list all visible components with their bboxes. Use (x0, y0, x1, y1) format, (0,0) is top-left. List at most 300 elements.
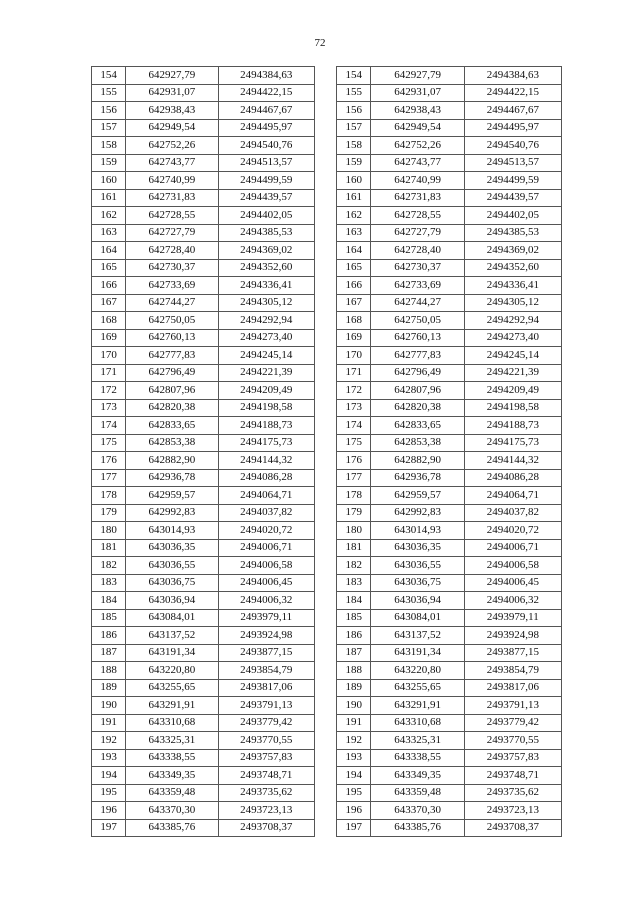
point-number-cell: 178 (337, 487, 371, 505)
y-coordinate-cell: 2494385,53 (218, 224, 314, 242)
x-coordinate-cell: 642938,43 (126, 102, 218, 120)
table-row (337, 592, 562, 610)
table-row (92, 382, 315, 400)
point-number-cell: 182 (92, 557, 126, 575)
y-coordinate-cell: 2494422,15 (464, 84, 561, 102)
x-coordinate-cell: 642731,83 (371, 189, 464, 207)
x-coordinate-cell: 643084,01 (371, 609, 464, 627)
point-number-cell: 162 (337, 207, 371, 225)
y-coordinate-cell: 2493877,15 (464, 644, 561, 662)
x-coordinate-cell: 642728,55 (371, 207, 464, 225)
y-coordinate-cell: 2494273,40 (218, 329, 314, 347)
point-number-cell: 197 (92, 819, 126, 837)
point-number-cell: 160 (337, 172, 371, 190)
table-row (337, 364, 562, 382)
table-row (337, 382, 562, 400)
x-coordinate-cell: 642796,49 (126, 364, 218, 382)
x-coordinate-cell: 643310,68 (371, 714, 464, 732)
x-coordinate-cell: 642760,13 (371, 329, 464, 347)
table-row (92, 627, 315, 645)
x-coordinate-cell: 642927,79 (126, 67, 218, 85)
y-coordinate-cell: 2494006,32 (464, 592, 561, 610)
table-row (337, 207, 562, 225)
x-coordinate-cell: 642936,78 (371, 469, 464, 487)
point-number-cell: 183 (337, 574, 371, 592)
y-coordinate-cell: 2494384,63 (218, 67, 314, 85)
point-number-cell: 192 (92, 732, 126, 750)
table-row (92, 767, 315, 785)
point-number-cell: 169 (92, 329, 126, 347)
y-coordinate-cell: 2494495,97 (218, 119, 314, 137)
x-coordinate-cell: 642752,26 (371, 137, 464, 155)
table-row (92, 347, 315, 365)
table-row (92, 749, 315, 767)
y-coordinate-cell: 2494064,71 (218, 487, 314, 505)
table-row (92, 784, 315, 802)
y-coordinate-cell: 2493854,79 (218, 662, 314, 680)
y-coordinate-cell: 2494221,39 (464, 364, 561, 382)
table-row (337, 294, 562, 312)
table-row (92, 312, 315, 330)
table-row (337, 119, 562, 137)
point-number-cell: 191 (337, 714, 371, 732)
x-coordinate-cell: 643036,35 (126, 539, 218, 557)
point-number-cell: 193 (337, 749, 371, 767)
point-number-cell: 189 (92, 679, 126, 697)
table-row (337, 644, 562, 662)
x-coordinate-cell: 643014,93 (371, 522, 464, 540)
x-coordinate-cell: 642727,79 (126, 224, 218, 242)
table-row (337, 277, 562, 295)
y-coordinate-cell: 2494086,28 (464, 469, 561, 487)
y-coordinate-cell: 2494198,58 (464, 399, 561, 417)
x-coordinate-cell: 642750,05 (371, 312, 464, 330)
point-number-cell: 156 (337, 102, 371, 120)
y-coordinate-cell: 2494336,41 (464, 277, 561, 295)
table-row (337, 469, 562, 487)
point-number-cell: 175 (92, 434, 126, 452)
x-coordinate-cell: 643137,52 (126, 627, 218, 645)
table-row (92, 714, 315, 732)
y-coordinate-cell: 2493748,71 (218, 767, 314, 785)
x-coordinate-cell: 642853,38 (126, 434, 218, 452)
table-row (92, 504, 315, 522)
x-coordinate-cell: 643191,34 (126, 644, 218, 662)
y-coordinate-cell: 2494292,94 (464, 312, 561, 330)
table-row (92, 697, 315, 715)
table-row (337, 767, 562, 785)
table-row (337, 504, 562, 522)
point-number-cell: 161 (337, 189, 371, 207)
table-row (92, 102, 315, 120)
y-coordinate-cell: 2494305,12 (464, 294, 561, 312)
y-coordinate-cell: 2494006,71 (464, 539, 561, 557)
point-number-cell: 156 (92, 102, 126, 120)
y-coordinate-cell: 2494385,53 (464, 224, 561, 242)
x-coordinate-cell: 642750,05 (126, 312, 218, 330)
table-row (337, 539, 562, 557)
y-coordinate-cell: 2493779,42 (464, 714, 561, 732)
y-coordinate-cell: 2493924,98 (464, 627, 561, 645)
y-coordinate-cell: 2493770,55 (218, 732, 314, 750)
x-coordinate-cell: 643255,65 (126, 679, 218, 697)
y-coordinate-cell: 2493817,06 (464, 679, 561, 697)
table-row (92, 732, 315, 750)
point-number-cell: 193 (92, 749, 126, 767)
point-number-cell: 163 (337, 224, 371, 242)
table-row (92, 242, 315, 260)
y-coordinate-cell: 2493723,13 (218, 802, 314, 820)
y-coordinate-cell: 2494144,32 (218, 452, 314, 470)
table-row (337, 154, 562, 172)
point-number-cell: 175 (337, 434, 371, 452)
y-coordinate-cell: 2494499,59 (464, 172, 561, 190)
y-coordinate-cell: 2494020,72 (218, 522, 314, 540)
table-row (92, 277, 315, 295)
point-number-cell: 186 (337, 627, 371, 645)
x-coordinate-cell: 642833,65 (126, 417, 218, 435)
y-coordinate-cell: 2494402,05 (464, 207, 561, 225)
x-coordinate-cell: 643291,91 (371, 697, 464, 715)
table-row (337, 784, 562, 802)
point-number-cell: 189 (337, 679, 371, 697)
table-row (92, 557, 315, 575)
table-row (337, 679, 562, 697)
table-row (92, 469, 315, 487)
x-coordinate-cell: 642760,13 (126, 329, 218, 347)
point-number-cell: 170 (92, 347, 126, 365)
x-coordinate-cell: 643036,75 (126, 574, 218, 592)
point-number-cell: 183 (92, 574, 126, 592)
table-row (337, 67, 562, 85)
table-row (337, 224, 562, 242)
y-coordinate-cell: 2493979,11 (464, 609, 561, 627)
x-coordinate-cell: 642744,27 (126, 294, 218, 312)
point-number-cell: 166 (92, 277, 126, 295)
y-coordinate-cell: 2493723,13 (464, 802, 561, 820)
table-row (92, 662, 315, 680)
table-row (337, 189, 562, 207)
table-row (337, 347, 562, 365)
y-coordinate-cell: 2494467,67 (464, 102, 561, 120)
y-coordinate-cell: 2494439,57 (464, 189, 561, 207)
x-coordinate-cell: 643359,48 (371, 784, 464, 802)
y-coordinate-cell: 2494292,94 (218, 312, 314, 330)
point-number-cell: 168 (92, 312, 126, 330)
table-row (337, 417, 562, 435)
y-coordinate-cell: 2494006,58 (464, 557, 561, 575)
table-row (92, 539, 315, 557)
y-coordinate-cell: 2493877,15 (218, 644, 314, 662)
point-number-cell: 195 (92, 784, 126, 802)
table-row (92, 592, 315, 610)
point-number-cell: 173 (337, 399, 371, 417)
table-body (337, 67, 562, 837)
point-number-cell: 172 (92, 382, 126, 400)
table-row (337, 627, 562, 645)
y-coordinate-cell: 2494037,82 (464, 504, 561, 522)
x-coordinate-cell: 643370,30 (126, 802, 218, 820)
table-row (92, 154, 315, 172)
y-coordinate-cell: 2494245,14 (464, 347, 561, 365)
point-number-cell: 158 (337, 137, 371, 155)
x-coordinate-cell: 642777,83 (371, 347, 464, 365)
point-number-cell: 174 (92, 417, 126, 435)
table-row (337, 259, 562, 277)
x-coordinate-cell: 643370,30 (371, 802, 464, 820)
table-row (337, 749, 562, 767)
y-coordinate-cell: 2494352,60 (464, 259, 561, 277)
table-row (92, 417, 315, 435)
x-coordinate-cell: 642743,77 (126, 154, 218, 172)
point-number-cell: 162 (92, 207, 126, 225)
y-coordinate-cell: 2494499,59 (218, 172, 314, 190)
y-coordinate-cell: 2494175,73 (464, 434, 561, 452)
x-coordinate-cell: 643349,35 (371, 767, 464, 785)
point-number-cell: 188 (92, 662, 126, 680)
point-number-cell: 165 (337, 259, 371, 277)
x-coordinate-cell: 642882,90 (126, 452, 218, 470)
x-coordinate-cell: 642743,77 (371, 154, 464, 172)
point-number-cell: 167 (337, 294, 371, 312)
point-number-cell: 172 (337, 382, 371, 400)
y-coordinate-cell: 2494467,67 (218, 102, 314, 120)
point-number-cell: 163 (92, 224, 126, 242)
point-number-cell: 194 (92, 767, 126, 785)
y-coordinate-cell: 2494540,76 (464, 137, 561, 155)
x-coordinate-cell: 643036,94 (126, 592, 218, 610)
point-number-cell: 159 (92, 154, 126, 172)
y-coordinate-cell: 2493924,98 (218, 627, 314, 645)
y-coordinate-cell: 2494495,97 (464, 119, 561, 137)
x-coordinate-cell: 642931,07 (126, 84, 218, 102)
point-number-cell: 167 (92, 294, 126, 312)
table-row (92, 259, 315, 277)
table-row (337, 172, 562, 190)
table-row (337, 452, 562, 470)
y-coordinate-cell: 2494006,58 (218, 557, 314, 575)
x-coordinate-cell: 643036,55 (371, 557, 464, 575)
x-coordinate-cell: 643220,80 (371, 662, 464, 680)
x-coordinate-cell: 642728,55 (126, 207, 218, 225)
table-row (337, 137, 562, 155)
x-coordinate-cell: 642752,26 (126, 137, 218, 155)
table-row (337, 609, 562, 627)
table-row (92, 294, 315, 312)
point-number-cell: 197 (337, 819, 371, 837)
table-row (92, 644, 315, 662)
point-number-cell: 180 (92, 522, 126, 540)
point-number-cell: 171 (337, 364, 371, 382)
x-coordinate-cell: 642936,78 (126, 469, 218, 487)
y-coordinate-cell: 2493817,06 (218, 679, 314, 697)
x-coordinate-cell: 642992,83 (126, 504, 218, 522)
table-row (92, 207, 315, 225)
table-row (92, 802, 315, 820)
x-coordinate-cell: 642931,07 (371, 84, 464, 102)
x-coordinate-cell: 642820,38 (371, 399, 464, 417)
x-coordinate-cell: 643291,91 (126, 697, 218, 715)
y-coordinate-cell: 2494198,58 (218, 399, 314, 417)
y-coordinate-cell: 2493779,42 (218, 714, 314, 732)
point-number-cell: 170 (337, 347, 371, 365)
y-coordinate-cell: 2494402,05 (218, 207, 314, 225)
x-coordinate-cell: 642733,69 (126, 277, 218, 295)
point-number-cell: 164 (92, 242, 126, 260)
point-number-cell: 186 (92, 627, 126, 645)
point-number-cell: 194 (337, 767, 371, 785)
x-coordinate-cell: 642733,69 (371, 277, 464, 295)
point-number-cell: 181 (337, 539, 371, 557)
point-number-cell: 190 (92, 697, 126, 715)
table-row (337, 102, 562, 120)
point-number-cell: 160 (92, 172, 126, 190)
y-coordinate-cell: 2494513,57 (218, 154, 314, 172)
point-number-cell: 195 (337, 784, 371, 802)
table-row (92, 609, 315, 627)
y-coordinate-cell: 2494144,32 (464, 452, 561, 470)
x-coordinate-cell: 642728,40 (371, 242, 464, 260)
point-number-cell: 155 (337, 84, 371, 102)
y-coordinate-cell: 2494006,45 (218, 574, 314, 592)
point-number-cell: 176 (92, 452, 126, 470)
point-number-cell: 181 (92, 539, 126, 557)
y-coordinate-cell: 2494037,82 (218, 504, 314, 522)
x-coordinate-cell: 642833,65 (371, 417, 464, 435)
table-row (92, 574, 315, 592)
table-row (337, 399, 562, 417)
x-coordinate-cell: 643385,76 (126, 819, 218, 837)
point-number-cell: 159 (337, 154, 371, 172)
x-coordinate-cell: 642777,83 (126, 347, 218, 365)
x-coordinate-cell: 642796,49 (371, 364, 464, 382)
y-coordinate-cell: 2494369,02 (218, 242, 314, 260)
y-coordinate-cell: 2494006,45 (464, 574, 561, 592)
table-row (337, 714, 562, 732)
point-number-cell: 164 (337, 242, 371, 260)
x-coordinate-cell: 643325,31 (371, 732, 464, 750)
y-coordinate-cell: 2494221,39 (218, 364, 314, 382)
x-coordinate-cell: 643036,75 (371, 574, 464, 592)
table-row (92, 452, 315, 470)
point-number-cell: 179 (92, 504, 126, 522)
point-number-cell: 185 (92, 609, 126, 627)
y-coordinate-cell: 2494245,14 (218, 347, 314, 365)
y-coordinate-cell: 2493708,37 (464, 819, 561, 837)
table-row (337, 487, 562, 505)
y-coordinate-cell: 2494305,12 (218, 294, 314, 312)
y-coordinate-cell: 2494188,73 (464, 417, 561, 435)
point-number-cell: 184 (337, 592, 371, 610)
y-coordinate-cell: 2493757,83 (464, 749, 561, 767)
point-number-cell: 178 (92, 487, 126, 505)
point-number-cell: 190 (337, 697, 371, 715)
point-number-cell: 187 (92, 644, 126, 662)
x-coordinate-cell: 642949,54 (371, 119, 464, 137)
table-row (92, 84, 315, 102)
y-coordinate-cell: 2494020,72 (464, 522, 561, 540)
table-row (337, 242, 562, 260)
y-coordinate-cell: 2494439,57 (218, 189, 314, 207)
y-coordinate-cell: 2494352,60 (218, 259, 314, 277)
y-coordinate-cell: 2494209,49 (464, 382, 561, 400)
x-coordinate-cell: 642728,40 (126, 242, 218, 260)
table-body (92, 67, 315, 837)
x-coordinate-cell: 643220,80 (126, 662, 218, 680)
table-row (92, 329, 315, 347)
table-row (337, 574, 562, 592)
x-coordinate-cell: 643137,52 (371, 627, 464, 645)
point-number-cell: 169 (337, 329, 371, 347)
table-row (92, 67, 315, 85)
point-number-cell: 173 (92, 399, 126, 417)
y-coordinate-cell: 2494273,40 (464, 329, 561, 347)
table-row (337, 557, 562, 575)
y-coordinate-cell: 2493708,37 (218, 819, 314, 837)
point-number-cell: 192 (337, 732, 371, 750)
x-coordinate-cell: 642730,37 (371, 259, 464, 277)
y-coordinate-cell: 2493979,11 (218, 609, 314, 627)
table-row (92, 819, 315, 837)
point-number-cell: 161 (92, 189, 126, 207)
y-coordinate-cell: 2494175,73 (218, 434, 314, 452)
point-number-cell: 184 (92, 592, 126, 610)
y-coordinate-cell: 2493757,83 (218, 749, 314, 767)
x-coordinate-cell: 643310,68 (126, 714, 218, 732)
x-coordinate-cell: 643325,31 (126, 732, 218, 750)
point-number-cell: 157 (92, 119, 126, 137)
x-coordinate-cell: 642740,99 (371, 172, 464, 190)
y-coordinate-cell: 2493735,62 (464, 784, 561, 802)
x-coordinate-cell: 642740,99 (126, 172, 218, 190)
y-coordinate-cell: 2494513,57 (464, 154, 561, 172)
x-coordinate-cell: 642807,96 (126, 382, 218, 400)
point-number-cell: 196 (92, 802, 126, 820)
point-number-cell: 177 (92, 469, 126, 487)
table-row (337, 819, 562, 837)
x-coordinate-cell: 642853,38 (371, 434, 464, 452)
y-coordinate-cell: 2494086,28 (218, 469, 314, 487)
y-coordinate-cell: 2494064,71 (464, 487, 561, 505)
coordinates-table-left (91, 66, 315, 837)
x-coordinate-cell: 642727,79 (371, 224, 464, 242)
point-number-cell: 182 (337, 557, 371, 575)
y-coordinate-cell: 2493791,13 (464, 697, 561, 715)
table-row (92, 522, 315, 540)
x-coordinate-cell: 642820,38 (126, 399, 218, 417)
x-coordinate-cell: 643191,34 (371, 644, 464, 662)
x-coordinate-cell: 642959,57 (371, 487, 464, 505)
point-number-cell: 154 (92, 67, 126, 85)
y-coordinate-cell: 2494540,76 (218, 137, 314, 155)
x-coordinate-cell: 642927,79 (371, 67, 464, 85)
x-coordinate-cell: 642807,96 (371, 382, 464, 400)
x-coordinate-cell: 643036,35 (371, 539, 464, 557)
table-row (92, 487, 315, 505)
table-row (337, 662, 562, 680)
x-coordinate-cell: 642938,43 (371, 102, 464, 120)
point-number-cell: 155 (92, 84, 126, 102)
point-number-cell: 188 (337, 662, 371, 680)
y-coordinate-cell: 2493791,13 (218, 697, 314, 715)
x-coordinate-cell: 643385,76 (371, 819, 464, 837)
y-coordinate-cell: 2493854,79 (464, 662, 561, 680)
y-coordinate-cell: 2494188,73 (218, 417, 314, 435)
y-coordinate-cell: 2494006,32 (218, 592, 314, 610)
point-number-cell: 168 (337, 312, 371, 330)
point-number-cell: 185 (337, 609, 371, 627)
x-coordinate-cell: 643014,93 (126, 522, 218, 540)
